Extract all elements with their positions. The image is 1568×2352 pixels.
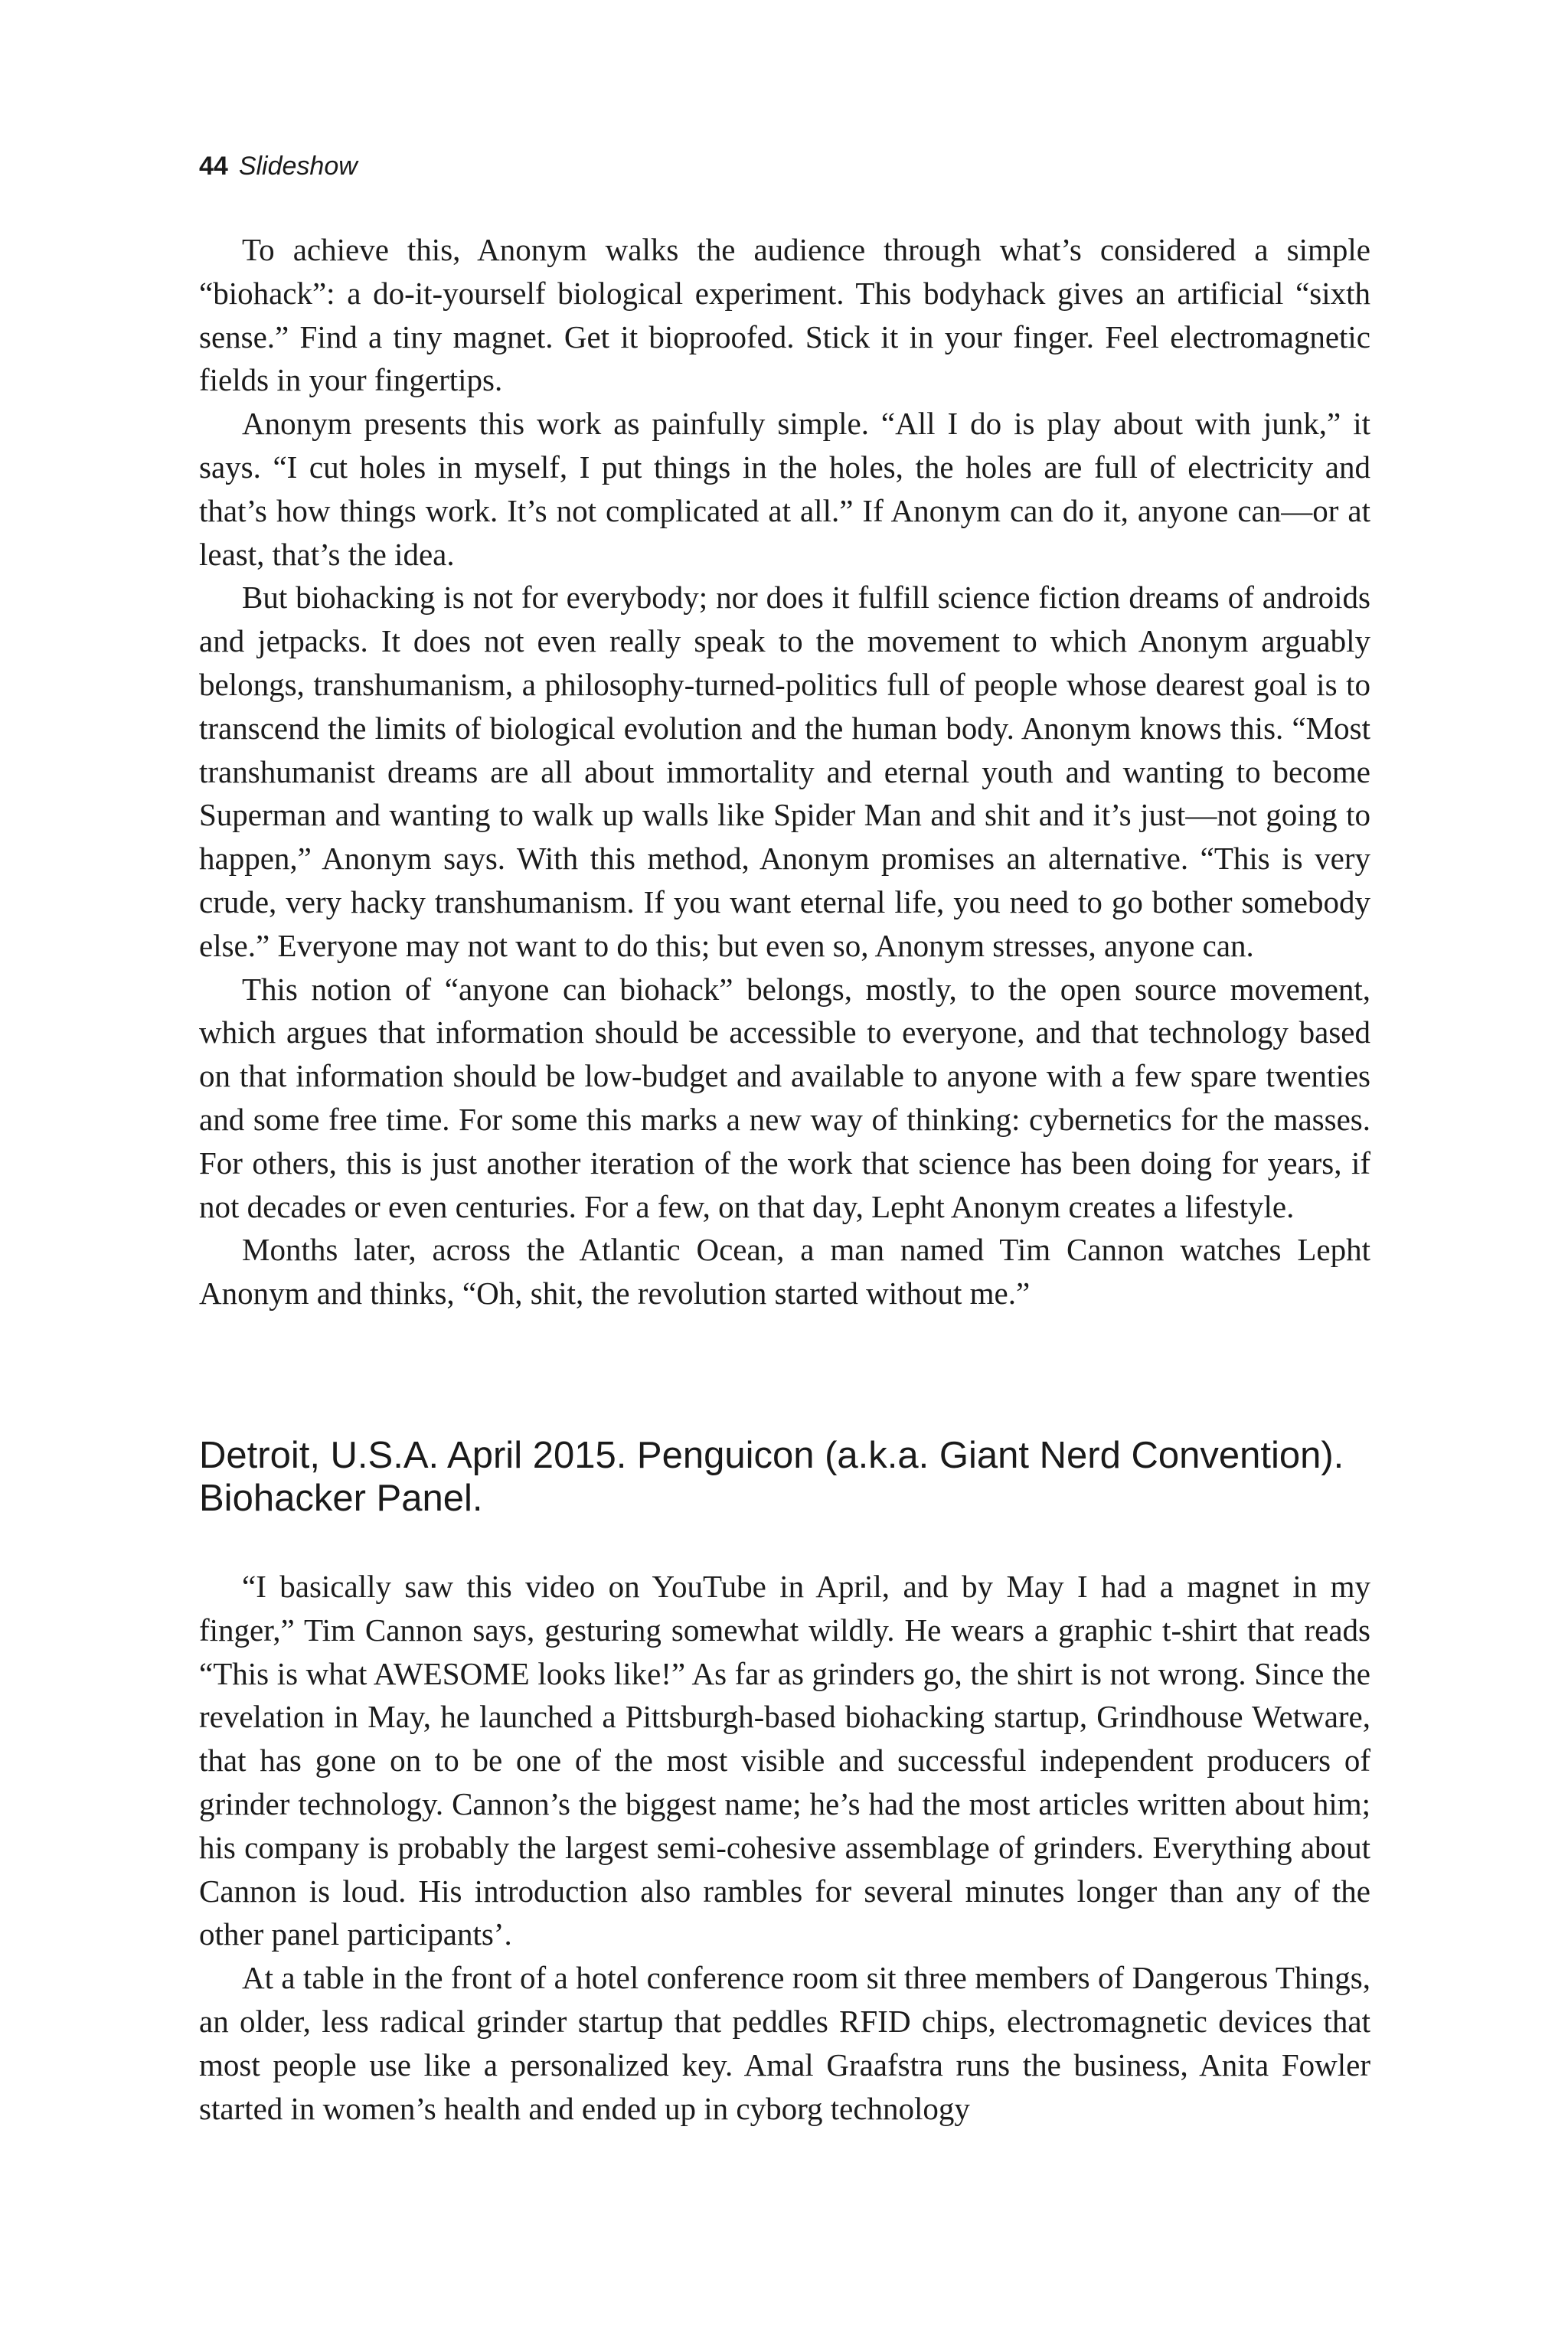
paragraph: This notion of “anyone can biohack” belongs, mostly, to the open source movement, which argues that information should be accessible to everyone, and that technology based on that information should be low-budget and available to anyone with a few spare twenties and some free time. For some this marks a new way of thinking: cybernetics for the masses. For others, this is just another iteration of the work that science has been doing for years, if not decades or even centuries. For a few, on that day, Lepht Anonym creates a lifestyle.: [199, 971, 1370, 1224]
running-head: [199, 153, 358, 179]
paragraph: At a table in the front of a hotel conference room sit three members of Dangerous Things, an older, less radical grinder startup that peddles RFID chips, electromagnetic devices that most people use like a personalized key. Amal Graafstra runs the business, Anita Fowler started in women’s health and ended up in cyborg technology: [199, 1960, 1370, 2126]
section-subheading: Detroit, U.S.A. April 2015. Penguicon (a.k.a. Giant Nerd Convention). Biohacker Panel.: [199, 1435, 1344, 1519]
paragraph: Anonym presents this work as painfully simple. “All I do is play about with junk,” it says. “I cut holes in myself, I put things in the holes, the holes are full of electricity and that’s how things work. It’s not complicated at all.” If Anonym can do it, anyone can—or at least, that’s the idea.: [199, 406, 1370, 572]
paragraph: To achieve this, Anonym walks the audience through what’s considered a simple “biohack”: a do-it-yourself biological experiment. This bodyhack gives an artificial “sixth sense.” Find a tiny magnet. Get it bioproofed. Stick it in your finger. Feel electromagnetic fields in your fingertips.: [199, 232, 1370, 398]
page-number: 44: [199, 152, 228, 181]
section-title: Slideshow: [238, 152, 358, 181]
paragraph: But biohacking is not for everybody; nor does it fulfill science fiction dreams of androids and jetpacks. It does not even really speak to the movement to which Anonym arguably belongs, transhumanism, a philosophy-turned-politics full of people whose dearest goal is to transcend the limits of biological evolution and the human body. Anonym knows this. “Most transhumanist dreams are all about immortality and eternal youth and wanting to become Superman and wanting to walk up walls like Spider Man and shit and it’s just—not going to happen,” Anonym says. With this method, Anonym promises an alternative. “This is very crude, very hacky transhumanism. If you want eternal life, you need to go bother somebody else.” Everyone may not want to do this; but even so, Anonym stresses, anyone can.: [199, 580, 1370, 963]
body-text-after-subheading: [199, 1565, 1370, 2130]
paragraph: “I basically saw this video on YouTube in April, and by May I had a magnet in my finger,” Tim Cannon says, gesturing somewhat wildly. He wears a graphic t-shirt that reads “This is what AWESOME looks like!” As far as grinders go, the shirt is not wrong. Since the revelation in May, he launched a Pittsburgh-based biohacking startup, Grindhouse Wetware, that has gone on to be one of the most visible and successful independent producers of grinder technology. Cannon’s the biggest name; he’s had the most articles written about him; his company is probably the largest semi-cohesive assemblage of grinders. Everything about Cannon is loud. His introduction also rambles for several minutes longer than any of the other panel participants’.: [199, 1569, 1370, 1952]
body-text-before-subheading: [199, 228, 1370, 1315]
paragraph: Months later, across the Atlantic Ocean, a man named Tim Cannon watches Lepht Anonym and thinks, “Oh, shit, the revolution started without me.”: [199, 1232, 1370, 1312]
